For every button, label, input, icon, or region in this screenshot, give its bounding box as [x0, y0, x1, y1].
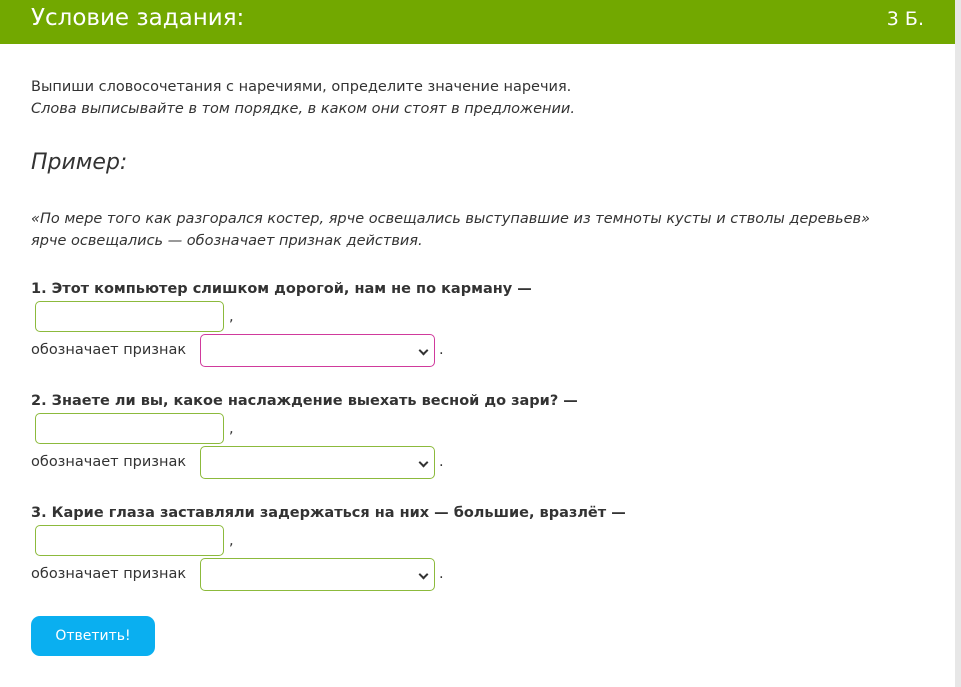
example-answer: ярче освещались — обозначает признак действия.: [31, 233, 423, 249]
task-header: [0, 0, 955, 44]
chevron-down-icon: [419, 346, 429, 356]
question-3-comma: ,: [229, 533, 234, 549]
question-1-comma: ,: [229, 309, 234, 325]
question-1-meaning-select[interactable]: [200, 334, 435, 367]
question-1-label: обозначает признак: [31, 342, 187, 358]
submit-button[interactable]: Ответить!: [31, 616, 155, 656]
chevron-down-icon: [419, 458, 429, 468]
chevron-down-icon: [419, 570, 429, 580]
question-2-answer-input[interactable]: [35, 413, 224, 444]
question-1-period: .: [439, 342, 444, 358]
example-sentence: «По мере того как разгорался костер, ярче освещались выступавшие из темноты кусты и стволы деревьев»: [31, 211, 871, 227]
task-title: Условие задания:: [31, 5, 245, 31]
example-title: Пример:: [31, 150, 128, 175]
task-score: 3 Б.: [886, 8, 924, 30]
question-2-label: обозначает признак: [31, 454, 187, 470]
question-2-text: 2. Знаете ли вы, какое наслаждение выехать весной до зари? —: [31, 393, 578, 409]
question-1-text: 1. Этот компьютер слишком дорогой, нам не по карману —: [31, 281, 532, 297]
question-3-answer-input[interactable]: [35, 525, 224, 556]
instruction-text: Выпиши словосочетания с наречиями, определите значение наречия.: [31, 79, 572, 95]
question-2-comma: ,: [229, 421, 234, 437]
question-3-text: 3. Карие глаза заставляли задержаться на них — большие, вразлёт —: [31, 505, 626, 521]
question-2-period: .: [439, 454, 444, 470]
question-2-meaning-select[interactable]: [200, 446, 435, 479]
question-3-period: .: [439, 566, 444, 582]
question-3-label: обозначает признак: [31, 566, 187, 582]
question-1-answer-input[interactable]: [35, 301, 224, 332]
question-3-meaning-select[interactable]: [200, 558, 435, 591]
scrollbar-track[interactable]: [955, 0, 961, 687]
instruction-hint: Слова выписывайте в том порядке, в каком они стоят в предложении.: [31, 101, 575, 117]
